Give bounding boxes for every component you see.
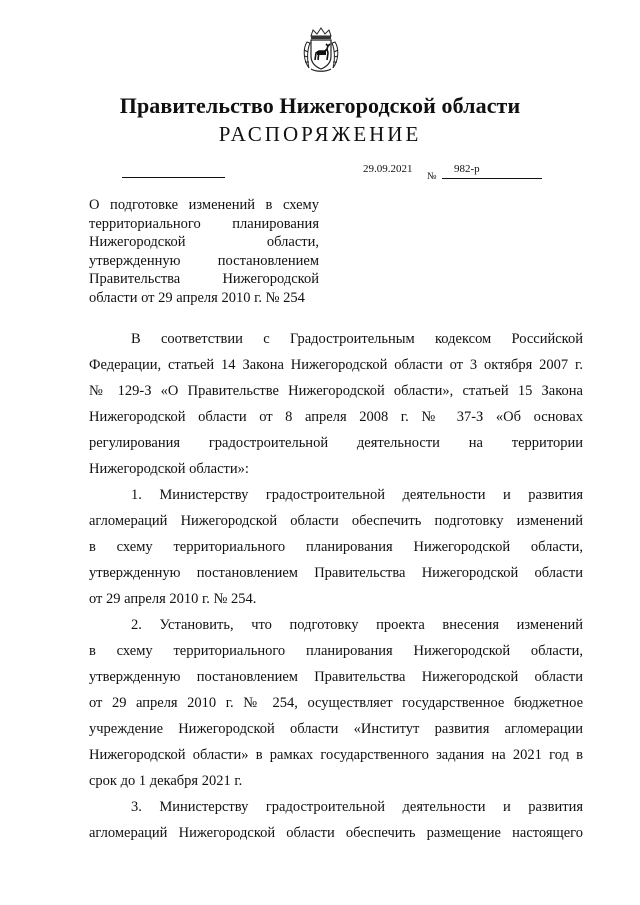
- text-line: в схему территориального планирования Нижегородской области,: [89, 643, 583, 659]
- preamble-paragraph: [89, 326, 583, 482]
- text-line: утвержденную постановлением Правительства Нижегородской области: [89, 669, 583, 685]
- text-line: Федерации, статьей 14 Закона Нижегородской области от 3 октября 2007 г.: [89, 357, 583, 373]
- document-body: [89, 326, 583, 846]
- blank-date-line: [122, 177, 225, 178]
- number-label: №: [427, 171, 437, 182]
- text-line: Нижегородской области»:: [89, 461, 249, 477]
- organization-name: Правительство Нижегородской области: [119, 93, 521, 118]
- nizhny-novgorod-coat-of-arms-icon: [301, 26, 341, 74]
- subject-line: Правительства Нижегородской: [89, 271, 319, 288]
- text-line: от 29 апреля 2010 г. № 254, осуществляет государственное бюджетное: [89, 695, 583, 711]
- subject-line: области от 29 апреля 2010 г. № 254: [89, 289, 305, 306]
- number-line: [442, 178, 542, 179]
- clause-2-paragraph: [89, 612, 583, 794]
- subject-line: территориального планирования: [89, 215, 319, 232]
- text-line: 3. Министерству градостроительной деятельности и развития: [131, 799, 583, 815]
- text-line: агломераций Нижегородской области обеспечить подготовку изменений: [89, 513, 583, 529]
- document-type: РАСПОРЯЖЕНИЕ: [218, 122, 422, 146]
- text-line: № 129-З «О Правительстве Нижегородской области», статьей 15 Закона: [89, 383, 583, 399]
- clause-1-paragraph: [89, 482, 583, 612]
- document-number: 982-р: [454, 163, 480, 175]
- subject-line: Нижегородской области,: [89, 234, 319, 251]
- text-line: 2. Установить, что подготовку проекта внесения изменений: [131, 617, 583, 633]
- text-line: срок до 1 декабря 2021 г.: [89, 773, 243, 789]
- text-line: Нижегородской области» в рамках государственного задания на 2021 год в: [89, 747, 583, 763]
- text-line: регулирования градостроительной деятельности на территории: [89, 435, 583, 451]
- text-line: от 29 апреля 2010 г. № 254.: [89, 591, 257, 607]
- text-line: утвержденную постановлением Правительства Нижегородской области: [89, 565, 583, 581]
- clause-3-paragraph: [89, 794, 583, 846]
- text-line: агломераций Нижегородской области обеспечить размещение настоящего: [89, 825, 583, 841]
- text-line: учреждение Нижегородской области «Институт развития агломерации: [89, 721, 583, 737]
- document-date: 29.09.2021: [363, 163, 413, 175]
- text-line: В соответствии с Градостроительным кодексом Российской: [131, 331, 583, 347]
- text-line: 1. Министерству градостроительной деятельности и развития: [131, 487, 583, 503]
- document-subject: [89, 196, 319, 308]
- subject-line: О подготовке изменений в схему: [89, 197, 319, 213]
- text-line: в схему территориального планирования Нижегородской области,: [89, 539, 583, 555]
- subject-line: утвержденную постановлением: [89, 252, 319, 269]
- text-line: Нижегородской области от 8 апреля 2008 г. № 37-З «Об основах: [89, 409, 583, 425]
